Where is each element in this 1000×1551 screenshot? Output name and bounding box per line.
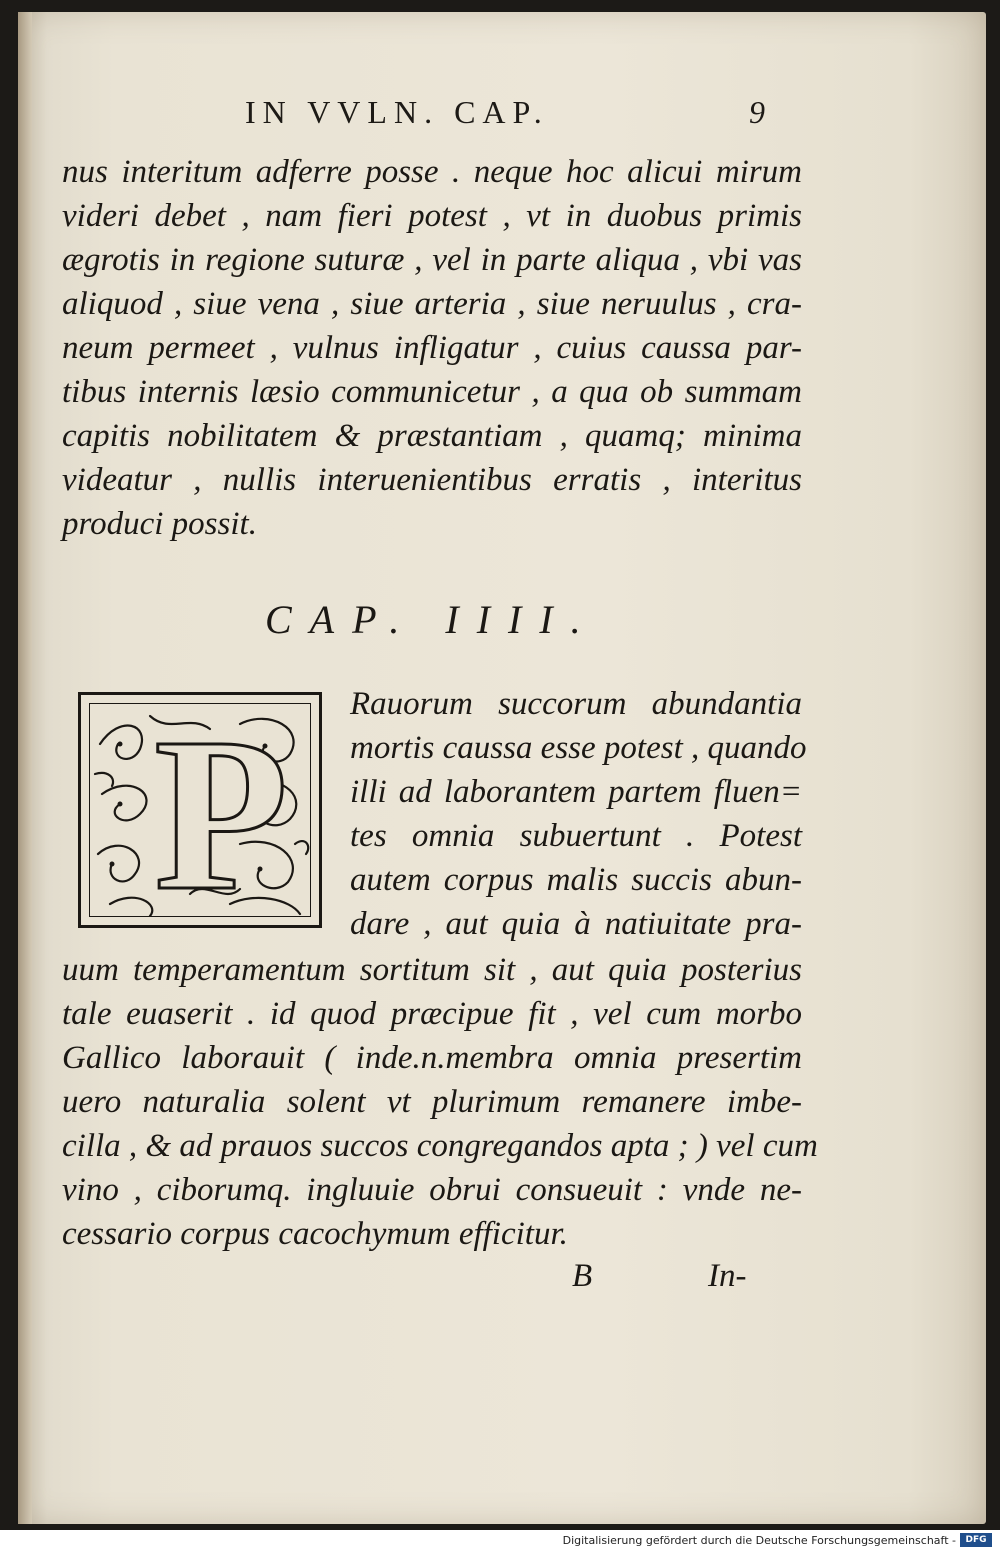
page-gutter-shadow <box>18 12 32 1524</box>
text-line: mortis caussa esse potest , quando <box>350 730 807 766</box>
funding-credit: Digitalisierung gefördert durch die Deutsche Forschungsgemeinschaft - <box>562 1534 956 1547</box>
catchline <box>572 1258 792 1302</box>
text-line: autem corpus malis succis abun- <box>350 862 802 898</box>
text-line: dare , aut quia à natiuitate pra- <box>350 906 802 942</box>
text-line: aliquod , siue vena , siue arteria , siue neruulus , cra- <box>62 286 802 322</box>
text-line: produci possit. <box>62 506 257 542</box>
paragraph-continued <box>62 150 802 546</box>
running-title: IN VVLN. CAP. <box>245 94 549 130</box>
text-line: neum permeet , vulnus infligatur , cuius caussa par- <box>62 330 802 366</box>
text-line: videri debet , nam fieri potest , vt in duobus primis <box>62 198 802 234</box>
text-line: tes omnia subuertunt . Potest <box>350 818 802 854</box>
text-line: illi ad laborantem partem fluen= <box>350 774 802 810</box>
text-line: Gallico laborauit ( inde.n.membra omnia presertim <box>62 1040 802 1076</box>
text-line: cessario corpus cacochymum efficitur. <box>62 1216 568 1252</box>
text-line: cilla , & ad prauos succos congregandos apta ; ) vel cum <box>62 1128 818 1164</box>
catchword: In- <box>708 1258 747 1294</box>
text-line: videatur , nullis interuenientibus erratis , interitus <box>62 462 802 498</box>
paragraph-full-width <box>62 948 818 1256</box>
text-line: uum temperamentum sortitum sit , aut quia posterius <box>62 952 802 988</box>
chapter-heading: CAP. IIII. <box>265 597 599 642</box>
ornamental-initial-p-icon <box>89 703 311 917</box>
page-number: 9 <box>749 94 765 130</box>
text-line: Rauorum succorum abundantia <box>350 686 802 722</box>
text-line: nus interitum adferre posse . neque hoc alicui mirum <box>62 154 802 190</box>
text-line: tibus internis læsio communicetur , a qua ob summam <box>62 374 802 410</box>
text-line: tale euaserit . id quod præcipue fit , vel cum morbo <box>62 996 802 1032</box>
text-line: capitis nobilitatem & præstantiam , quamq; minima <box>62 418 802 454</box>
running-header <box>245 94 765 138</box>
paragraph-beside-initial <box>350 682 807 946</box>
initial-letter: P <box>154 703 289 917</box>
text-line: uero naturalia solent vt plurimum remanere imbe- <box>62 1084 802 1120</box>
text-line: ægrotis in regione suturæ , vel in parte aliqua , vbi vas <box>62 242 802 278</box>
digitization-footer <box>0 1530 1000 1551</box>
text-line: vino , ciborumq. ingluuie obrui consueuit : vnde ne- <box>62 1172 802 1208</box>
ornamental-initial <box>78 692 322 928</box>
signature-mark: B <box>572 1258 593 1294</box>
dfg-logo-icon[interactable]: DFG <box>960 1533 992 1547</box>
